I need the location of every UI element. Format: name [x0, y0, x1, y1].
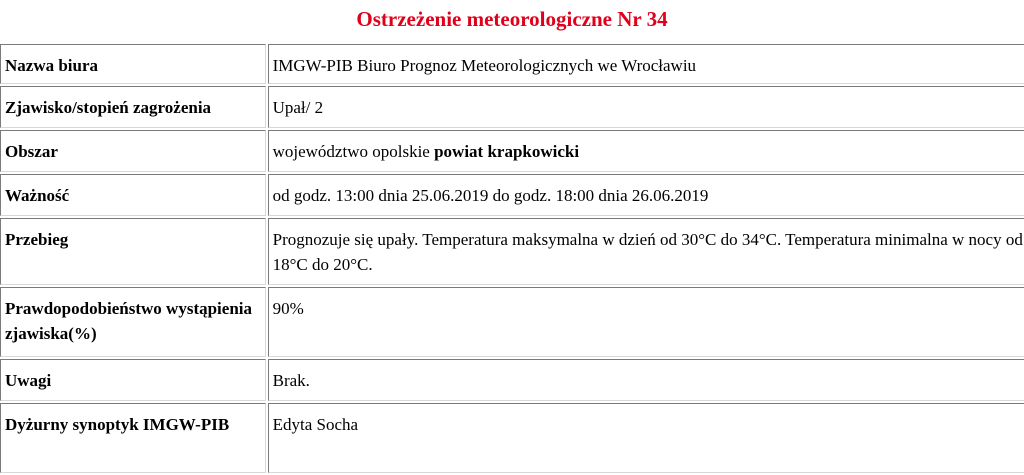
row-label: Przebieg	[0, 218, 266, 285]
area-county: powiat krapkowicki	[434, 142, 580, 161]
table-row-office	[0, 44, 1024, 84]
row-label: Ważność	[0, 174, 266, 216]
table-row-forecaster	[0, 403, 1024, 473]
table-row-area	[0, 130, 1024, 172]
row-label: Nazwa biura	[0, 44, 266, 84]
table-row-remarks	[0, 359, 1024, 401]
row-value	[268, 130, 1024, 172]
area-voivodeship: województwo opolskie	[272, 142, 435, 161]
table-row-phenomenon	[0, 86, 1024, 128]
row-value: od godz. 13:00 dnia 25.06.2019 do godz. 18:00 dnia 26.06.2019	[268, 174, 1024, 216]
row-value: Edyta Socha	[268, 403, 1024, 473]
row-label: Dyżurny synoptyk IMGW-PIB	[0, 403, 266, 473]
row-value: Brak.	[268, 359, 1024, 401]
table-row-course	[0, 218, 1024, 285]
warning-table	[0, 42, 1024, 475]
row-value: Upał/ 2	[268, 86, 1024, 128]
row-value: 90%	[268, 287, 1024, 357]
row-label: Prawdopodobieństwo wystąpienia zjawiska(%)	[0, 287, 266, 357]
page-title: Ostrzeżenie meteorologiczne Nr 34	[356, 7, 668, 31]
row-value: IMGW-PIB Biuro Prognoz Meteorologicznych we Wrocławiu	[268, 44, 1024, 84]
table-row-probability	[0, 287, 1024, 357]
table-row-validity	[0, 174, 1024, 216]
row-label: Obszar	[0, 130, 266, 172]
row-value: Prognozuje się upały. Temperatura maksymalna w dzień od 30°C do 34°C. Temperatura minimalna w nocy od 18°C do 20°C.	[268, 218, 1024, 285]
row-label: Zjawisko/stopień zagrożenia	[0, 86, 266, 128]
row-label: Uwagi	[0, 359, 266, 401]
